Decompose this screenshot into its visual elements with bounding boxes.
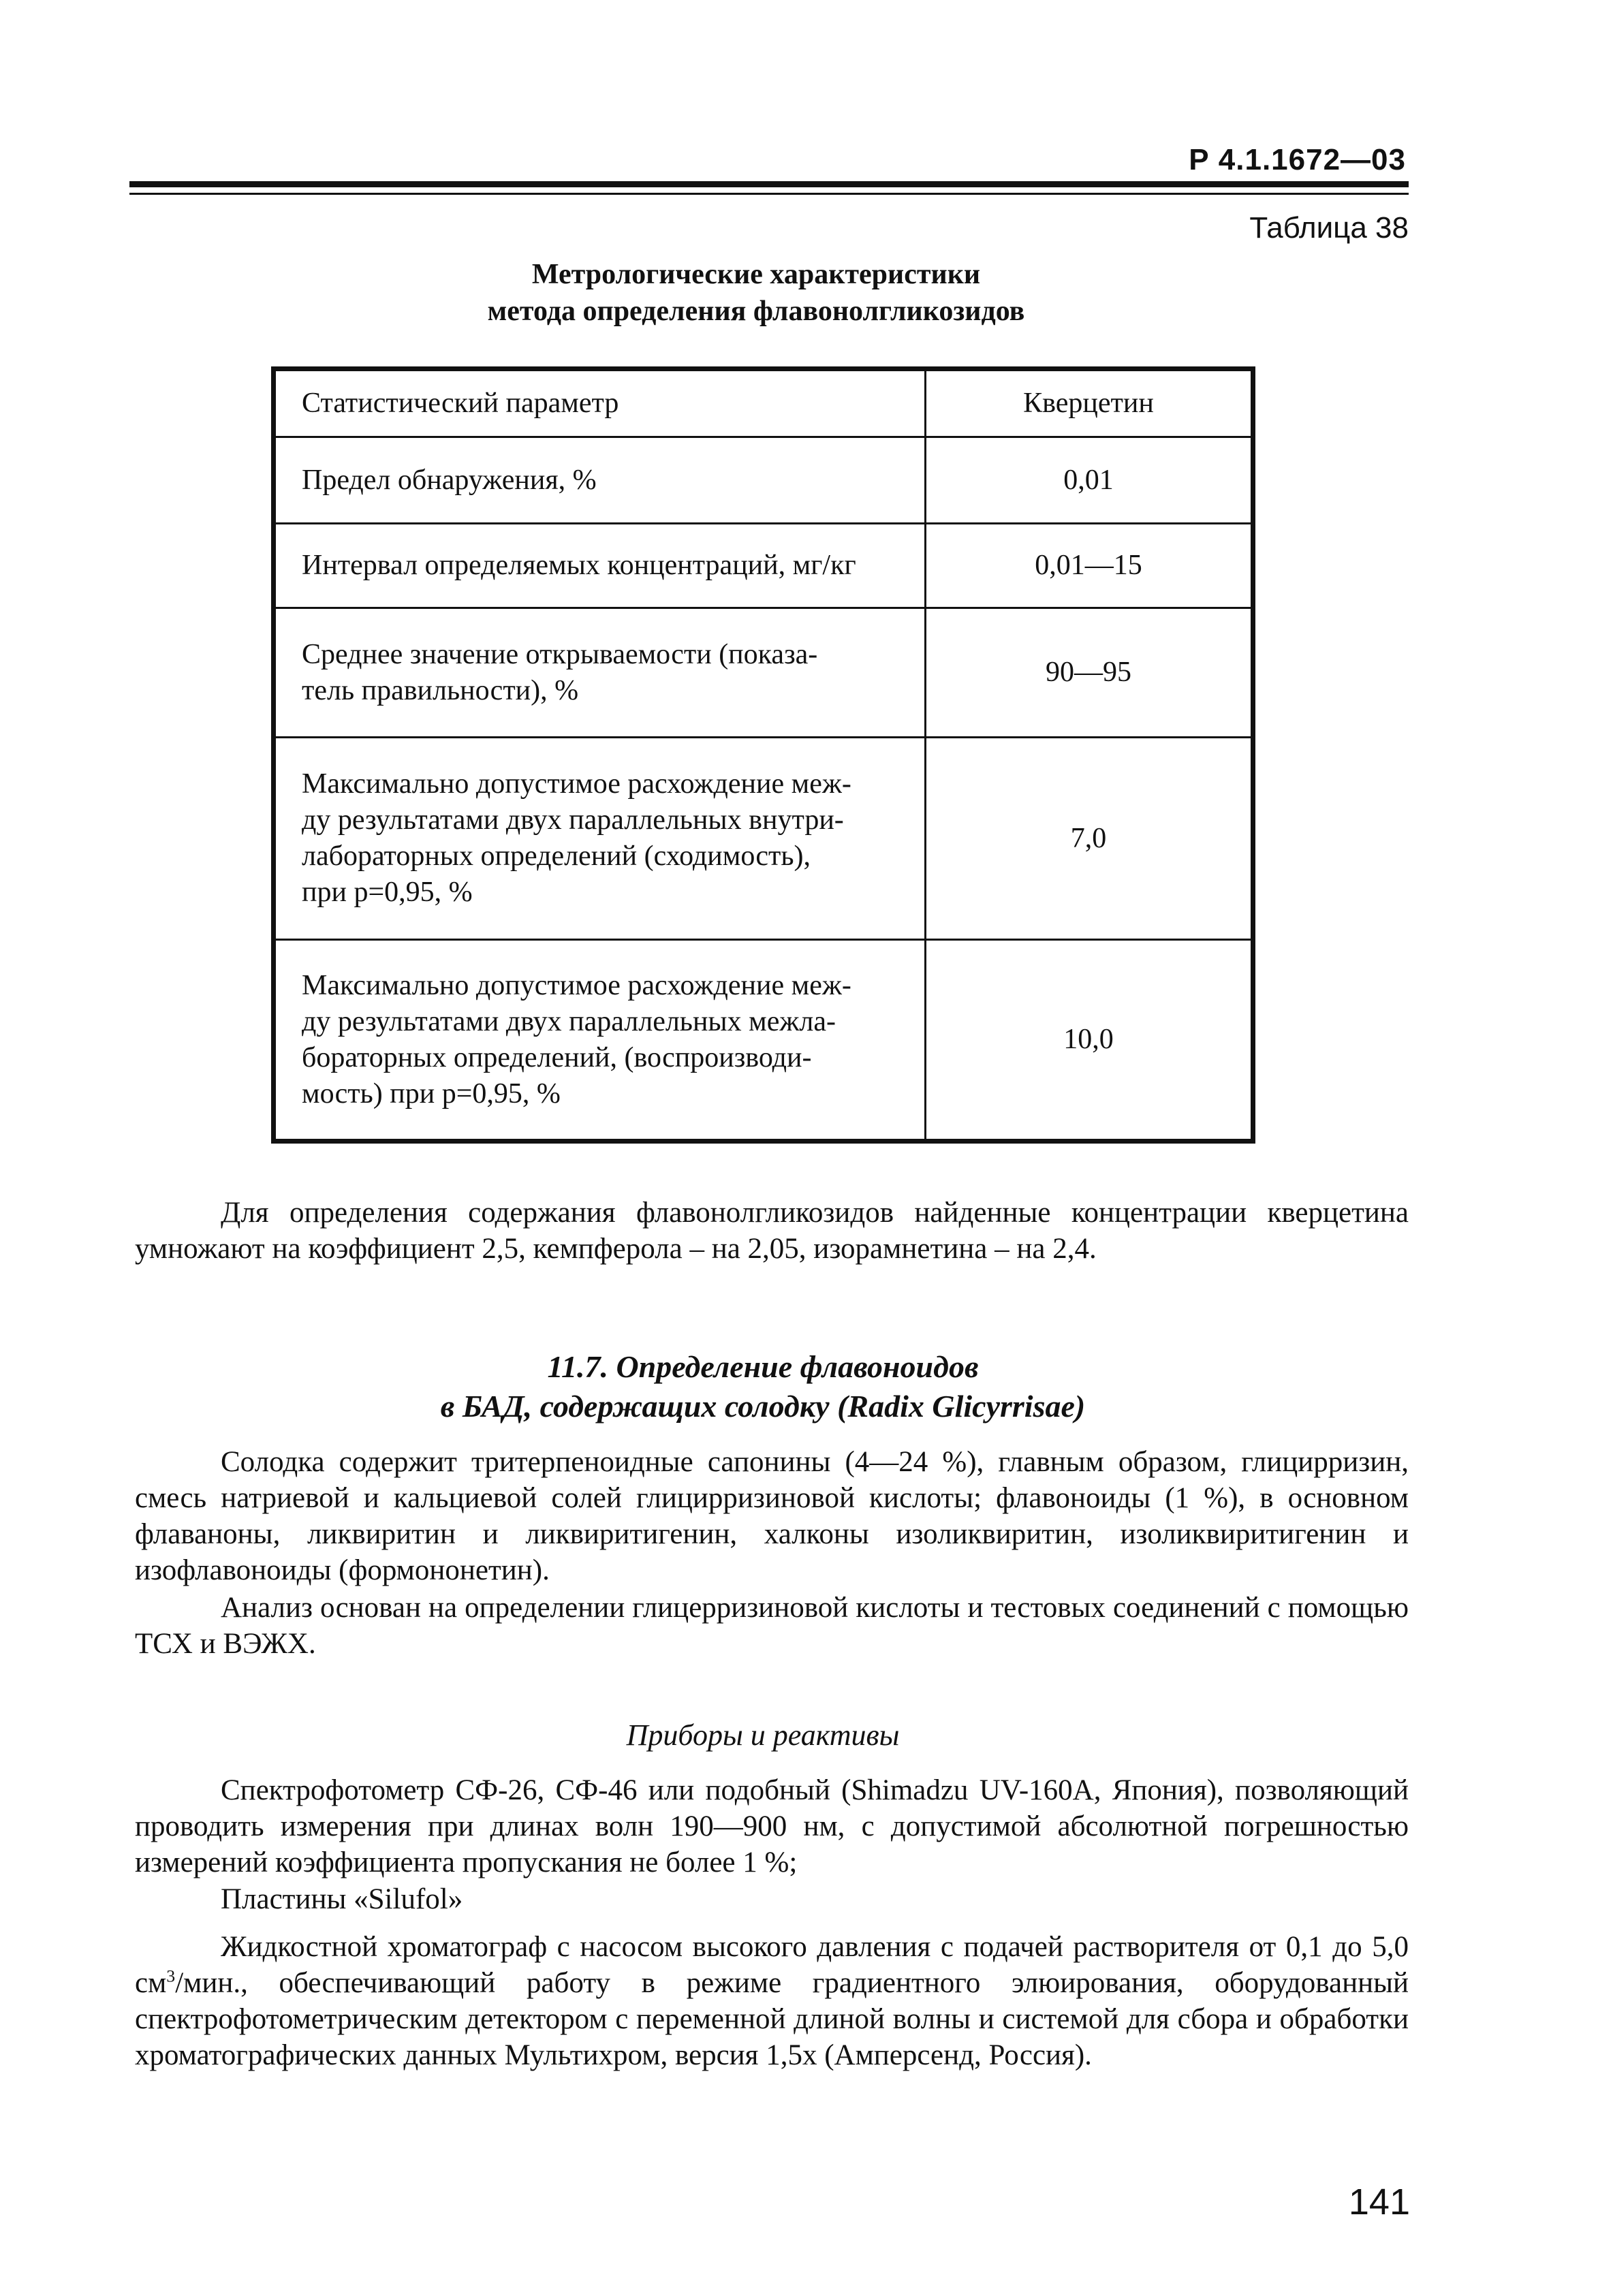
- column-header-parameter: Статистический параметр: [274, 369, 926, 437]
- row-parameter: Среднее значение открываемости (показа- тель правильности), %: [274, 608, 926, 738]
- section-heading-line-1: 11.7. Определение флавоноидов: [547, 1349, 979, 1384]
- paragraph-spectrophotometer: Спектрофотометр СФ-26, СФ-46 или подобный (Shimadzu UV-160A, Япония), позволяющий проводить измерения при длинах волн 190—900 нм, с допустимой абсолютной погрешностью измерений коэффициента пропускания не более 1 %;: [135, 1774, 1409, 1878]
- table-title: [0, 256, 1512, 330]
- table-row: [274, 608, 1253, 738]
- page-number: 141: [1348, 2182, 1410, 2222]
- header-rule-thin: [129, 193, 1409, 195]
- table-title-line-2: метода определения флавонолгликозидов: [487, 296, 1025, 327]
- row-value: 0,01: [926, 437, 1253, 524]
- hplc-superscript: 3: [166, 1966, 176, 1986]
- header-rule-thick: [129, 181, 1409, 187]
- table-row: [274, 940, 1253, 1142]
- row-value: 7,0: [926, 738, 1253, 940]
- column-header-quercetin: Кверцетин: [926, 369, 1253, 437]
- row-value: 90—95: [926, 608, 1253, 738]
- hplc-text-part-2: /мин., обеспечивающий работу в режиме градиентного элюирования, оборудованный спектрофотометрическим детектором с переменной длиной волны и системой для сбора и обработки хроматографических данных Мультихром, версия 1,5х (Амперсенд, Россия).: [135, 1967, 1409, 2071]
- paragraph-licorice: Солодка содержит тритерпеноидные сапонины (4—24 %), главным образом, глицирризин, смесь натриевой и кальциевой солей глицирризиновой кислоты; флавоноиды (1 %), в основном флаваноны, ликвиритин и ликвиритигенин, халконы изоликвиритин, изоликвиритигенин и изофлавоноиды (формононетин).: [135, 1446, 1409, 1586]
- table-row: [274, 524, 1253, 608]
- paragraph-conversion: Для определения содержания флавонолгликозидов найденные концентрации кверцетина умножают на коэффициент 2,5, кемпферола – на 2,05, изорамнетина – на 2,4.: [135, 1197, 1409, 1265]
- subheading-instruments: Приборы и реактивы: [626, 1718, 900, 1752]
- section-heading: [0, 1347, 1526, 1426]
- row-value: 0,01—15: [926, 524, 1253, 608]
- hplc-text-part-1: Жидкостной хроматограф с насосом высокого давления с подачей растворителя от 0,1 до 5,0 см: [135, 1931, 1409, 1999]
- metrics-table: [271, 366, 1255, 1144]
- row-parameter: Максимально допустимое расхождение меж- ду результатами двух параллельных межла- бораторных определений, (воспроизводи- мость) при р=0,95, %: [274, 940, 926, 1142]
- paragraph-plates: Пластины «Silufol»: [221, 1883, 463, 1915]
- table-row: [274, 437, 1253, 524]
- table-header-row: [274, 369, 1253, 437]
- row-parameter: Предел обнаружения, %: [274, 437, 926, 524]
- table-title-line-1: Метрологические характеристики: [531, 259, 981, 290]
- row-parameter: Интервал определяемых концентраций, мг/кг: [274, 524, 926, 608]
- document-code: Р 4.1.1672—03: [1189, 143, 1406, 176]
- table-number: Таблица 38: [1249, 211, 1409, 245]
- table-row: [274, 738, 1253, 940]
- row-parameter: Максимально допустимое расхождение меж- ду результатами двух параллельных внутри- лабораторных определений (сходимость), при р=0,95, %: [274, 738, 926, 940]
- row-value: 10,0: [926, 940, 1253, 1142]
- paragraph-hplc: [135, 1929, 1409, 2073]
- paragraph-analysis: Анализ основан на определении глицерризиновой кислоты и тестовых соединений с помощью ТСХ и ВЭЖХ.: [135, 1592, 1409, 1660]
- section-heading-line-2: в БАД, содержащих солодку (Radix Glicyrrisae): [440, 1389, 1086, 1424]
